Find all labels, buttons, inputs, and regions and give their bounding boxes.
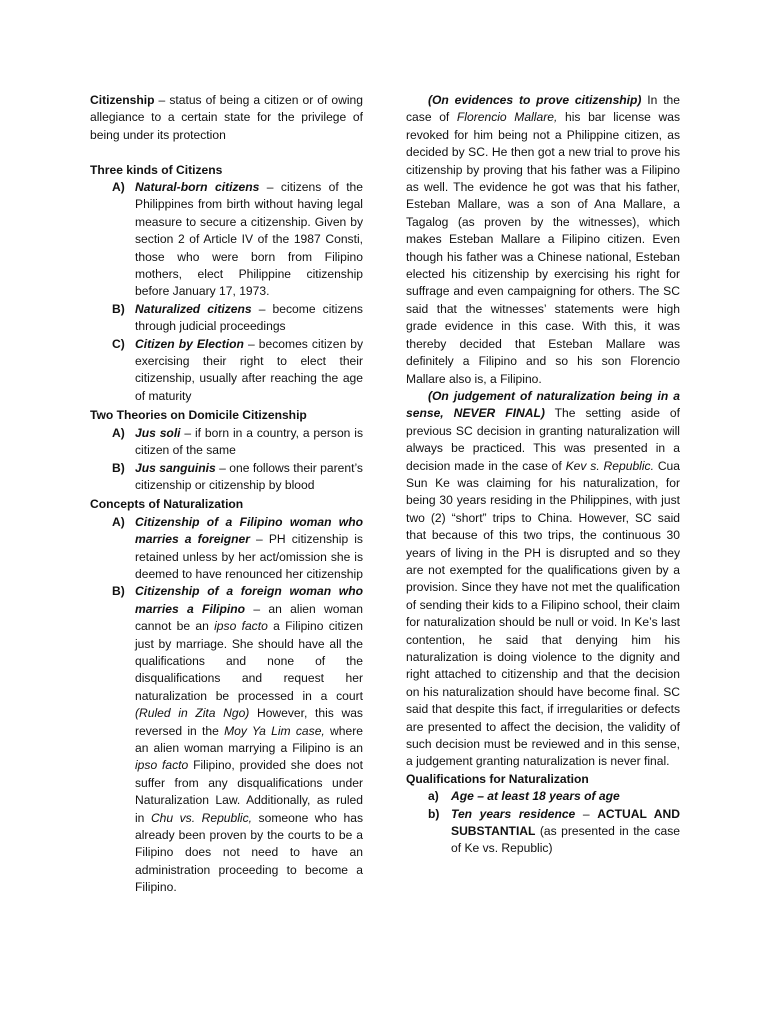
evidence-heading: (On evidences to prove citizenship)	[428, 93, 642, 107]
list-item: B) Citizenship of a foreign woman who marries a Filipino – an alien woman cannot be an ipso facto a Filipino citizen just by marriage. She should have all the qualifications and none of the disqualifications and request her naturalization be processed in a court (Ruled in Zita Ngo) However, this was reversed in the Moy Ya Lim case, where an alien woman marrying a Filipino is an ipso facto Filipino, provided she does not suffer from any disqualifications under Naturalization Law. Additionally, as ruled in Chu vs. Republic, someone who has already been proven by the courts to be a Filipino does not need to have an administration proceeding to become a Filipino.	[112, 584, 364, 895]
citizenship-definition: Citizenship – status of being a citizen or of owing allegiance to a certain state for the privilege of being under its protection	[90, 93, 363, 142]
judgement-paragraph: (On judgement of naturalization being in a sense, NEVER FINAL) The setting aside of previous SC decision in granting naturalization will always be practiced. This was presented in a decision made in the case of Kev s. Republic. Cua Sun Ke was claiming for his naturalization, for being 30 years residing in the Philippines, with just two (2) “short” trips to China. However, SC said that because of this two trips, the continuous 30 years of living in the PH is disrupted and so they are not exempted for the qualifications given by a provision. Since they have not met the qualification of sending their kids to a Filipino school, their claim for naturalization should be null or void. In Ke’s last contention, he said that denying him his naturalization is doing violence to the dignity and right attached to citizenship and that the decision on his naturalization should have become final. SC said that despite this fact, if irregularities or defects are presented to affect the decision, the validity of such decision must be reviewed and in this sense, a judgement granting naturalization is never final.	[406, 388, 681, 769]
list-item: b) Ten years residence – ACTUAL AND SUBSTANTIAL (as presented in the case of Ke vs. Republic)	[428, 806, 681, 856]
list-item: A) Jus soli – if born in a country, a person is citizen of the same	[112, 425, 363, 458]
kinds-list	[90, 179, 363, 405]
list-item: a) Age – at least 18 years of age	[428, 789, 620, 804]
list-item: B) Jus sanguinis – one follows their parent’s citizenship or citizenship by blood	[112, 460, 363, 492]
qualifications-list	[406, 788, 680, 858]
list-item: C) Citizen by Election – becomes citizen by exercising their right to elect their citizenship, usually after reaching the age of maturity	[112, 336, 364, 403]
evidence-paragraph: (On evidences to prove citizenship) In the case of Florencio Mallare, his bar license was revoked for him being not a Philippine citizen, as decided by SC. He then got a new trial to prove his citizenship by proving that his father was a Filipino as well. The evidence he got was that his father, Esteban Mallare, was a son of Ana Mallare, a Tagalog (as proven by the witnesses), which makes Esteban Mallare a Filipino citizen. Even though his father was a Chinese national, Esteban elected his citizenship by exercising his right for suffrage and even campaigning for others. The SC said that the witnesses’ statements were high grade evidence in this case. With this, it was thereby decided that Esteban Mallare was definitely a Filipino and so his son Florencio Mallare also is, a Filipino.	[406, 93, 681, 386]
concepts-list	[90, 514, 363, 897]
concepts-heading: Concepts of Naturalization	[90, 497, 244, 512]
left-column	[90, 92, 363, 899]
theories-list	[90, 425, 363, 495]
citizenship-term: Citizenship	[90, 93, 155, 107]
theories-heading: Two Theories on Domicile Citizenship	[90, 408, 307, 423]
judgement-heading: (On judgement of naturalization being in a sense, NEVER FINAL)	[406, 388, 680, 421]
list-item: A) Natural-born citizens – citizens of the Philippines from birth without having legal measure to secure a citizenship. Given by section 2 of Article IV of the 1987 Consti, those who were born from Filipino mothers, elect Philippine citizenship before January 17, 1973.	[112, 180, 363, 299]
qualifications-heading: Qualifications for Naturalization	[406, 771, 589, 786]
kinds-heading: Three kinds of Citizens	[90, 162, 223, 177]
right-column	[406, 92, 680, 860]
list-item: B) Naturalized citizens – become citizens through judicial proceedings	[112, 301, 363, 334]
list-item: A) Citizenship of a Filipino woman who marries a foreigner – PH citizenship is retained unless by her act/omission she is deemed to have renounced her citizenship	[112, 514, 363, 581]
